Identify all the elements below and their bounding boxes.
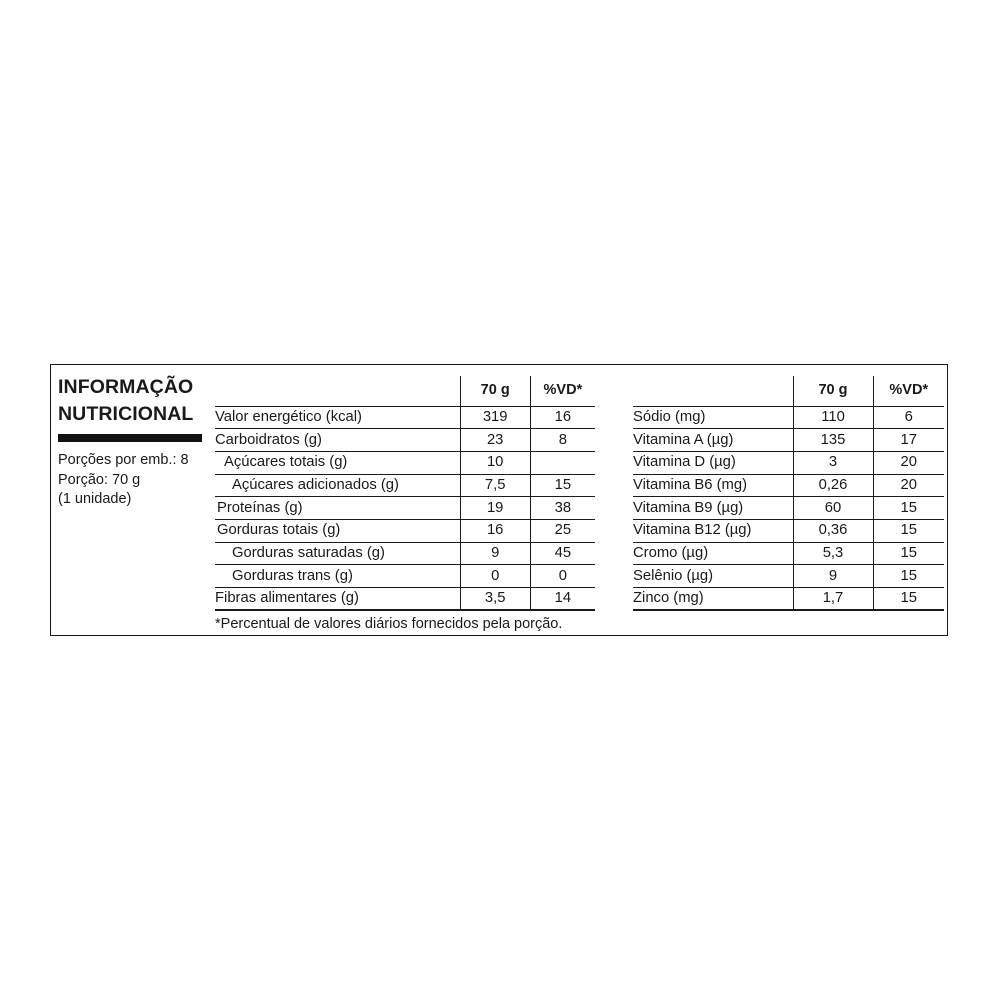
table-row <box>633 429 944 452</box>
header-amount: 70 g <box>460 376 530 406</box>
table-row <box>215 542 595 565</box>
nutrient-amount: 9 <box>793 565 873 588</box>
table-row <box>215 406 595 429</box>
table-row <box>215 588 595 611</box>
table-row <box>633 519 944 542</box>
nutrient-dv: 0 <box>530 565 595 588</box>
table-row <box>633 565 944 588</box>
macronutrients-table <box>215 376 595 611</box>
nutrient-label: Gorduras totais (g) <box>215 519 460 542</box>
nutrient-label: Vitamina B9 (µg) <box>633 497 793 520</box>
nutrient-label: Zinco (mg) <box>633 588 793 611</box>
nutrient-amount: 16 <box>460 519 530 542</box>
nutrient-dv <box>530 451 595 474</box>
table-row <box>215 497 595 520</box>
nutrient-dv: 20 <box>873 474 944 497</box>
table-row <box>215 519 595 542</box>
nutrient-amount: 135 <box>793 429 873 452</box>
nutrient-dv: 17 <box>873 429 944 452</box>
title-line-1: INFORMAÇÃO <box>58 376 194 398</box>
header-amount: 70 g <box>793 376 873 406</box>
nutrient-amount: 5,3 <box>793 542 873 565</box>
nutrient-label: Gorduras trans (g) <box>215 565 460 588</box>
nutrient-dv: 45 <box>530 542 595 565</box>
nutrient-label: Sódio (mg) <box>633 406 793 429</box>
nutrient-dv: 15 <box>873 542 944 565</box>
nutrient-label: Gorduras saturadas (g) <box>215 542 460 565</box>
nutrient-dv: 15 <box>873 519 944 542</box>
nutrient-amount: 3,5 <box>460 588 530 611</box>
nutrient-amount: 0 <box>460 565 530 588</box>
table-header-row <box>633 376 944 406</box>
nutrient-label: Vitamina B12 (µg) <box>633 519 793 542</box>
nutrient-dv: 20 <box>873 451 944 474</box>
nutrient-dv: 15 <box>873 497 944 520</box>
nutrient-amount: 7,5 <box>460 474 530 497</box>
nutrient-amount: 1,7 <box>793 588 873 611</box>
title-line-2: NUTRICIONAL <box>58 403 194 425</box>
nutrient-amount: 9 <box>460 542 530 565</box>
nutrient-label: Proteínas (g) <box>215 497 460 520</box>
nutrient-label: Selênio (µg) <box>633 565 793 588</box>
nutrient-amount: 3 <box>793 451 873 474</box>
nutrient-dv: 15 <box>873 588 944 611</box>
micronutrients-table <box>633 376 944 611</box>
nutrient-label: Valor energético (kcal) <box>215 406 460 429</box>
nutrient-dv: 25 <box>530 519 595 542</box>
table-row <box>633 588 944 611</box>
nutrition-facts-panel <box>50 364 948 636</box>
nutrient-amount: 19 <box>460 497 530 520</box>
table-row <box>215 451 595 474</box>
nutrient-label: Vitamina D (µg) <box>633 451 793 474</box>
nutrient-label: Açúcares adicionados (g) <box>215 474 460 497</box>
serving-unit: (1 unidade) <box>58 491 132 507</box>
nutrient-dv: 15 <box>873 565 944 588</box>
nutrient-dv: 38 <box>530 497 595 520</box>
nutrient-amount: 60 <box>793 497 873 520</box>
nutrient-amount: 23 <box>460 429 530 452</box>
nutrient-label: Vitamina A (µg) <box>633 429 793 452</box>
nutrient-label: Cromo (µg) <box>633 542 793 565</box>
table-header-row <box>215 376 595 406</box>
nutrient-dv: 14 <box>530 588 595 611</box>
nutrient-label: Fibras alimentares (g) <box>215 588 460 611</box>
nutrient-amount: 110 <box>793 406 873 429</box>
table-row <box>215 429 595 452</box>
table-row <box>633 497 944 520</box>
nutrient-dv: 8 <box>530 429 595 452</box>
table-row <box>215 474 595 497</box>
nutrient-amount: 0,36 <box>793 519 873 542</box>
table-row <box>633 542 944 565</box>
header-dv: %VD* <box>530 376 595 406</box>
nutrient-dv: 15 <box>530 474 595 497</box>
nutrient-dv: 16 <box>530 406 595 429</box>
servings-per-pack: Porções por emb.: 8 <box>58 452 189 468</box>
nutrient-label: Açúcares totais (g) <box>215 451 460 474</box>
header-blank <box>215 376 460 406</box>
nutrient-amount: 10 <box>460 451 530 474</box>
nutrient-amount: 319 <box>460 406 530 429</box>
nutrient-dv: 6 <box>873 406 944 429</box>
footnote: *Percentual de valores diários fornecidos pela porção. <box>215 616 563 632</box>
table-row <box>633 406 944 429</box>
header-blank <box>633 376 793 406</box>
serving-size: Porção: 70 g <box>58 471 141 488</box>
table-row <box>633 451 944 474</box>
header-dv: %VD* <box>873 376 944 406</box>
nutrient-label: Vitamina B6 (mg) <box>633 474 793 497</box>
table-row <box>633 474 944 497</box>
nutrient-amount: 0,26 <box>793 474 873 497</box>
title-divider <box>58 434 202 442</box>
table-row <box>215 565 595 588</box>
label-header <box>58 374 206 510</box>
nutrient-label: Carboidratos (g) <box>215 429 460 452</box>
